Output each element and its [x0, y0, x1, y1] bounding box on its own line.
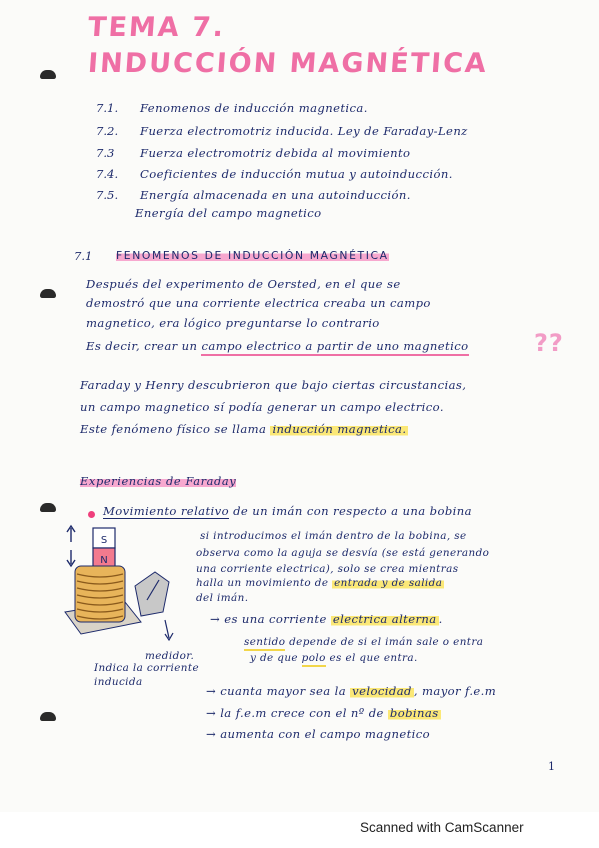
label-indica: inducida — [94, 676, 143, 688]
point-line: → aumenta con el campo magnetico — [206, 727, 431, 741]
paragraph-line: Faraday y Henry descubrieron que bajo ciertas circustancias, — [80, 378, 467, 392]
up-down-arrows-icon — [67, 526, 75, 566]
page-title-line1: TEMA 7. — [86, 12, 227, 43]
description-line: halla un movimiento de entrada y de salida — [196, 577, 443, 589]
description-line: del imán. — [196, 592, 249, 604]
page-number: 1 — [548, 760, 555, 773]
paragraph-line: demostró que una corriente electrica creaba un campo — [86, 296, 431, 310]
binder-hole-icon — [40, 70, 56, 79]
paragraph-line: Este fenómeno físico se llama inducción magnetica. — [80, 422, 407, 436]
toc-item: Energía del campo magnetico — [135, 206, 322, 220]
underlined-term: polo — [302, 652, 326, 667]
toc-item: Energía almacenada en una autoinducción. — [140, 188, 411, 202]
description-line: y de que polo es el que entra. — [250, 652, 418, 664]
section-number: 7.1 — [74, 249, 93, 263]
binder-hole-icon — [40, 712, 56, 721]
section-heading-text: FENOMENOS DE INDUCCIÓN MAGNÉTICA — [116, 249, 389, 262]
underlined-phrase: campo electrico a partir de uno magnetico — [201, 339, 468, 356]
highlighted-term: velocidad — [352, 684, 412, 698]
binder-hole-icon — [40, 503, 56, 512]
toc-item: Fenomenos de inducción magnetica. — [140, 101, 368, 115]
subsection-heading: Experiencias de Faraday — [80, 474, 237, 488]
toc-number: 7.2. — [96, 124, 119, 138]
question-marks: ?? — [534, 329, 564, 357]
arrow-line: → es una corriente electrica alterna . — [210, 612, 443, 626]
description-line: si introducimos el imán dentro de la bobina, se — [200, 530, 467, 542]
magnet-n-label: N — [100, 555, 108, 566]
toc-number: 7.3 — [96, 146, 115, 160]
point-line: → la f.e.m crece con el nº de bobinas — [206, 706, 439, 720]
highlighted-term: bobinas — [389, 706, 439, 720]
toc-number: 7.5. — [96, 188, 119, 202]
label-indica: Indica la corriente — [94, 662, 200, 674]
page-title-line2: INDUCCIÓN MAGNÉTICA — [86, 48, 489, 79]
description-line: observa como la aguja se desvía (se está generando — [196, 547, 490, 559]
point-line: → cuanta mayor sea la velocidad , mayor f.e.m — [206, 684, 497, 698]
underlined-term: sentido — [244, 636, 285, 651]
bullet-title: Movimiento relativo — [103, 504, 229, 518]
coil-body — [75, 566, 125, 622]
binder-hole-icon — [40, 289, 56, 298]
section-heading — [116, 249, 389, 262]
toc-item: Fuerza electromotriz debida al movimiento — [140, 146, 411, 160]
highlighted-term: entrada y de salida — [334, 577, 443, 589]
paragraph-line: Es decir, crear un campo electrico a partir de uno magnetico — [86, 339, 469, 353]
toc-item: Coeficientes de inducción mutua y autoinducción. — [140, 167, 453, 181]
description-line: una corriente electrica), solo se crea mientras — [196, 563, 459, 575]
paragraph-line: magnetico, era lógico preguntarse lo contrario — [86, 316, 380, 330]
galvanometer-icon — [135, 572, 169, 616]
highlighted-term: inducción magnetica. — [272, 422, 407, 436]
toc-number: 7.4. — [96, 167, 119, 181]
description-line: sentido depende de si el imán sale o entra — [244, 636, 483, 648]
bullet-icon — [88, 511, 95, 518]
toc-number: 7.1. — [96, 101, 119, 115]
highlighted-term: electrica alterna — [332, 612, 437, 626]
toc-item: Fuerza electromotriz inducida. Ley de Faraday-Lenz — [140, 124, 468, 138]
magnet-coil-drawing — [55, 520, 185, 660]
paragraph-line: un campo magnetico sí podía generar un campo electrico. — [80, 400, 444, 414]
magnet-s-label: S — [100, 535, 108, 546]
bullet-line: Movimiento relativo de un imán con respecto a una bobina — [103, 504, 472, 518]
scanner-watermark: Scanned with CamScanner — [360, 820, 524, 835]
paragraph-line: Después del experimento de Oersted, en el que se — [86, 277, 401, 291]
label-medidor: medidor. — [145, 650, 195, 662]
